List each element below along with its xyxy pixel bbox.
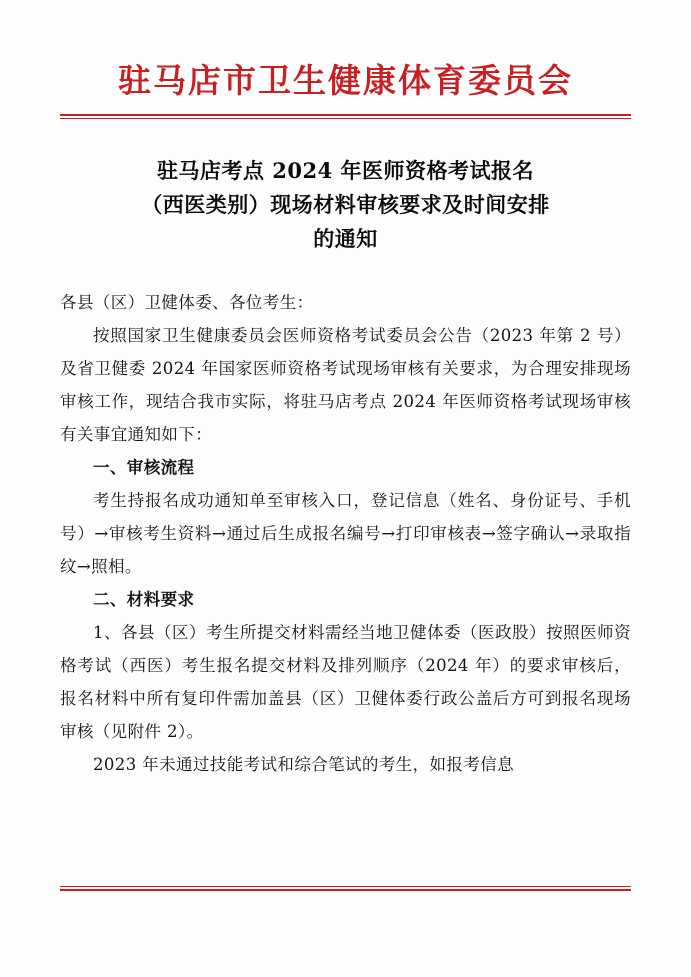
document-title-line-2: （西医类别）现场材料审核要求及时间安排 xyxy=(141,191,550,217)
footer-divider-thick xyxy=(60,889,631,891)
footer-divider xyxy=(60,886,631,891)
footer-divider-thin xyxy=(60,886,631,887)
header-divider xyxy=(60,114,631,120)
paragraph-intro: 按照国家卫生健康委员会医师资格考试委员会公告（2023 年第 2 号）及省卫健委 2024 年国家医师资格考试现场审核有关要求，为合理安排现场审核工作，现结合我市实际，将驻马店考点 2024 年医师资格考试现场审核有关事宜通知如下： xyxy=(60,325,631,444)
header-divider-thick xyxy=(60,114,631,116)
paragraph-material-item-1: 1、各县（区）考生所提交材料需经当地卫健体委（医政股）按照医师资格考试（西医）考生报名提交材料及排列顺序（2024 年）的要求审核后，报名材料中所有复印件需加盖县（区）卫健体委行政公盖后方可到报名现场审核（见附件 2）。 xyxy=(60,622,631,741)
masthead xyxy=(60,0,631,100)
issuing-organization: 驻马店市卫生健康体育委员会 xyxy=(118,61,573,100)
section-heading-review-process: 一、审核流程 xyxy=(93,457,195,477)
document-title-line-1: 驻马店考点 2024 年医师资格考试报名 xyxy=(156,157,535,183)
document-title-line-3: 的通知 xyxy=(313,225,378,251)
header-divider-thin xyxy=(60,118,631,119)
section-heading-material-requirements: 二、材料要求 xyxy=(93,589,195,609)
paragraph-material-item-2: 2023 年未通过技能考试和综合笔试的考生，如报考信息 xyxy=(93,754,515,774)
paragraph-review-process: 考生持报名成功通知单至审核入口，登记信息（姓名、身份证号、手机号）→审核考生资料→通过后生成报名编号→打印审核表→签字确认→录取指纹→照相。 xyxy=(60,490,631,576)
paragraph-salutation: 各县（区）卫健体委、各位考生： xyxy=(60,292,314,312)
document-body xyxy=(60,286,631,781)
document-title xyxy=(60,154,631,256)
